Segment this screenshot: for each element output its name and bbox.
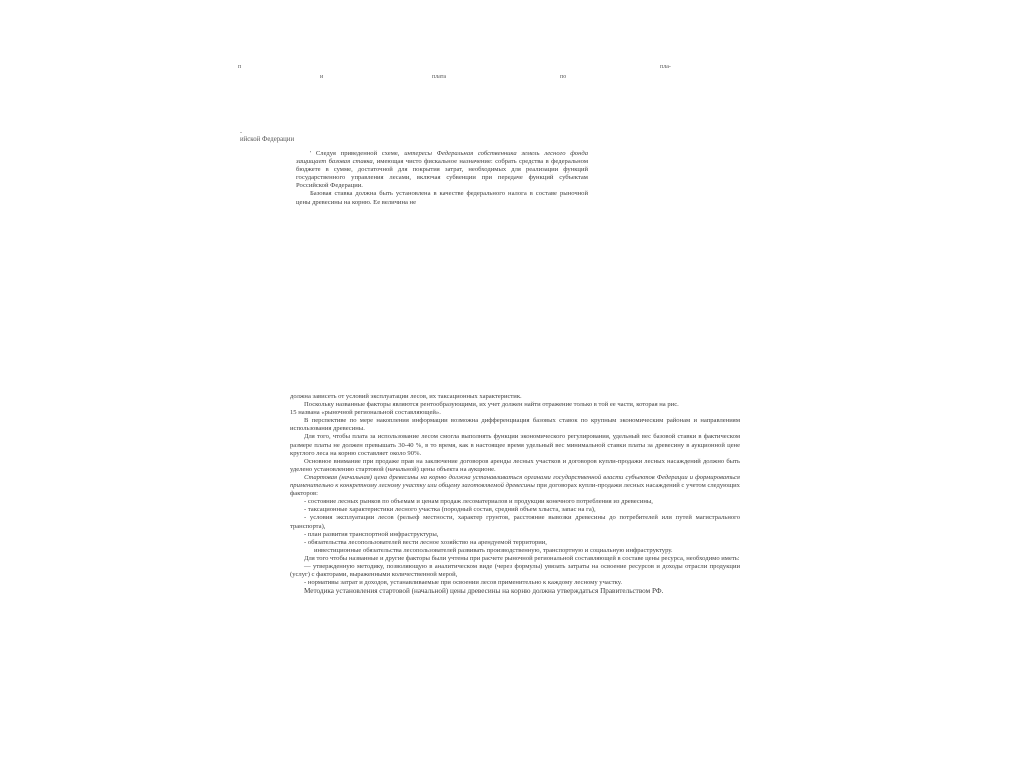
paragraph: Для того, чтобы плата за использование лесом смогла выполнять функции экономического регулирования, удельный вес базовой ставки в фактическом размере платы не должен превышать 30-40 %, в то время, как в настоящее время удельный вес минимальной ставки платы за древесину в аукционной цене круглого леса на корню составляет около 90%. [290,433,740,457]
text-block-upper [296,150,588,207]
paragraph: Базовая ставка должна быть установлена в качестве федерального налога в составе рыночной цены древесины на корню. Ее величина не [296,190,588,206]
list-item: - условия эксплуатации лесов (рельеф местности, характер грунтов, расстояние вывозки древесины до потребителей или путей магистрального транспорта), [290,514,740,530]
paragraph-italic: интересы Федеральная собственника земель лесного фонда защищает базовая ставка, [296,150,588,166]
fragment-text: и [320,74,324,80]
list-item: — утвержденную методику, позволяющую в аналитическом виде (через формулы) увязать затраты на освоение ресурсов и доходы отрасли продукции (услуг) с факторами, выраженными количественной мерой, [290,562,740,579]
list-item: - состояние лесных рынков по объемам и ценам продаж лесоматериалов и продукции конечного потребления из древесины, [304,498,653,506]
list-item: - план развития транспортной инфраструктуры, [304,530,439,538]
paragraph: Основное внимание при продаже прав на заключение договоров аренды лесных участков и договоров купли-продажи лесных насаждений должно быть уделено установлению стартовой (начальной) цены объекта на аукционе. [290,457,740,473]
paragraph: должна зависеть от условий эксплуатации лесов, их таксационных характеристик. [290,393,522,400]
paragraph: 15 названа «рыночной региональной составляющей». [290,409,441,417]
paragraph-rest: при договорах купли-продажи лесных насаждений с учетом следующих факторов: [290,482,740,498]
list-item: - обязательства лесопользователей вести лесное хозяйство на арендуемой территории, [304,538,547,546]
fragment-text: плата [432,74,447,80]
fragment-text: ийской Федерации [240,136,295,143]
paragraph-italic: Стартовая (начальная) цена древесины на корню должна устанавливаться органами государственной власти субъектов Федерации и формироваться применительно к конкретному лесному участку или общему заготовляемой древесины [290,473,740,490]
fragment-text: п [238,64,242,70]
fragment-text: - [240,130,242,136]
paragraph [290,474,740,498]
text-block-lower [290,393,740,596]
fragment-text: пла- [660,64,671,70]
paragraph: Методика установления стартовой (начальной) цены древесины на корню должна утверждаться Правительством РФ. [304,587,664,596]
list-item: - нормативы затрат и доходов, устанавливаемые при освоении лесов применительно к каждому лесному участку. [304,579,623,587]
list-item: - таксационные характеристики лесного участка (породный состав, средний объем хлыста, запас на га), [304,506,596,514]
fragment-text: по [560,74,567,80]
paragraph: Поскольку названные факторы являются рентообразующими, их учет должен найти отражение только в той ее части, которая на рис. [304,401,679,409]
paragraph-lead: ' Следуя приведенной схеме, [310,150,400,157]
list-item: инвестиционные обязательства лесопользователей развивать производственную, транспортную и социальную инфраструктуру. [314,546,673,554]
paragraph: В перспективе по мере накопления информации возможна дифференциация базовых ставок по крупным экономическим районам и направлениям использования древесины. [290,417,740,433]
paragraph: Для того чтобы названные и другие факторы были учтены при расчете рыночной региональной составляющей в составе цены ресурса, необходимо иметь: [304,554,740,562]
paragraph-rest: имеющая чисто фискальное назначение: собрать средства в федеральном бюджете в сумме, достаточной для покрытия затрат, необходимых для реализации функций государственного управления лесами, включая субвенции при передаче функций субъектам Российской Федерации. [296,158,588,190]
paragraph [296,150,588,190]
